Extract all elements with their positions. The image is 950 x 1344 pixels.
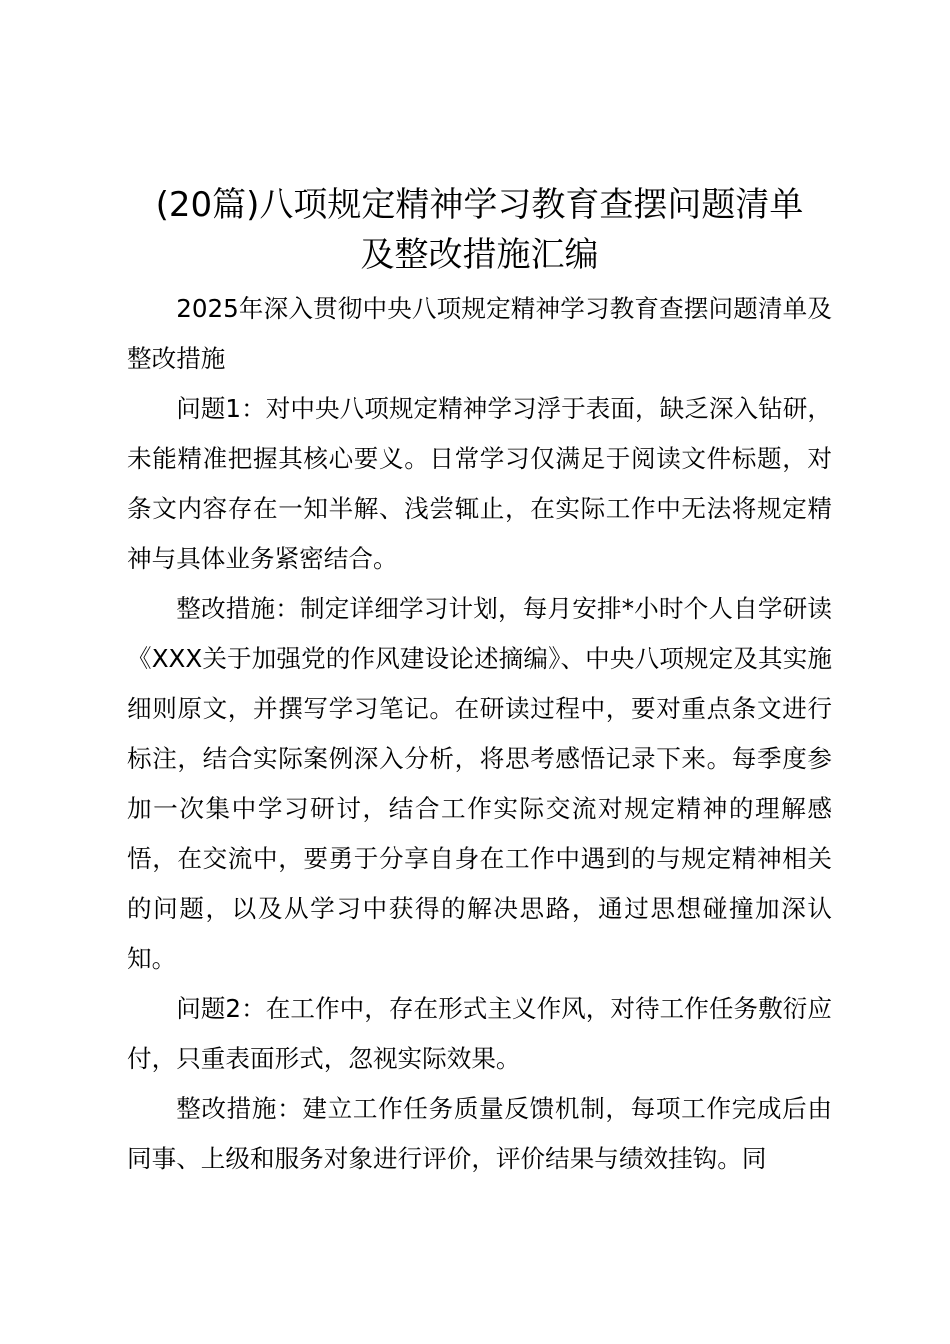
measure-1-paragraph: 整改措施：制定详细学习计划，每月安排*小时个人自学研读《XXX关于加强党的作风建设论述摘编》、中央八项规定及其实施细则原文，并撰写学习笔记。在研读过程中，要对重点条文进行标注，结合实际案例深入分析，将思考感悟记录下来。每季度参加一次集中学习研讨，结合工作实际交流对规定精神的理解感悟，在交流中，要勇于分享自身在工作中遇到的与规定精神相关的问题，以及从学习中获得的解决思路，通过思想碰撞加深认知。 (127, 594, 832, 973)
subtitle-paragraph: 2025年深入贯彻中央八项规定精神学习教育查摆问题清单及整改措施 (127, 294, 832, 373)
problem-2-paragraph: 问题2：在工作中，存在形式主义作风，对待工作任务敷衍应付，只重表面形式，忽视实际效果。 (127, 994, 832, 1073)
title-line-2: 及整改措施汇编 (360, 235, 599, 275)
document-title (127, 180, 832, 280)
document-page (127, 180, 832, 1184)
problem-1-paragraph: 问题1：对中央八项规定精神学习浮于表面，缺乏深入钻研，未能精准把握其核心要义。日常学习仅满足于阅读文件标题，对条文内容存在一知半解、浅尝辄止，在实际工作中无法将规定精神与具体业务紧密结合。 (127, 394, 832, 573)
title-line-1: (20篇)八项规定精神学习教育查摆问题清单 (155, 185, 804, 225)
measure-2-paragraph: 整改措施：建立工作任务质量反馈机制，每项工作完成后由同事、上级和服务对象进行评价，评价结果与绩效挂钩。同 (127, 1094, 832, 1173)
